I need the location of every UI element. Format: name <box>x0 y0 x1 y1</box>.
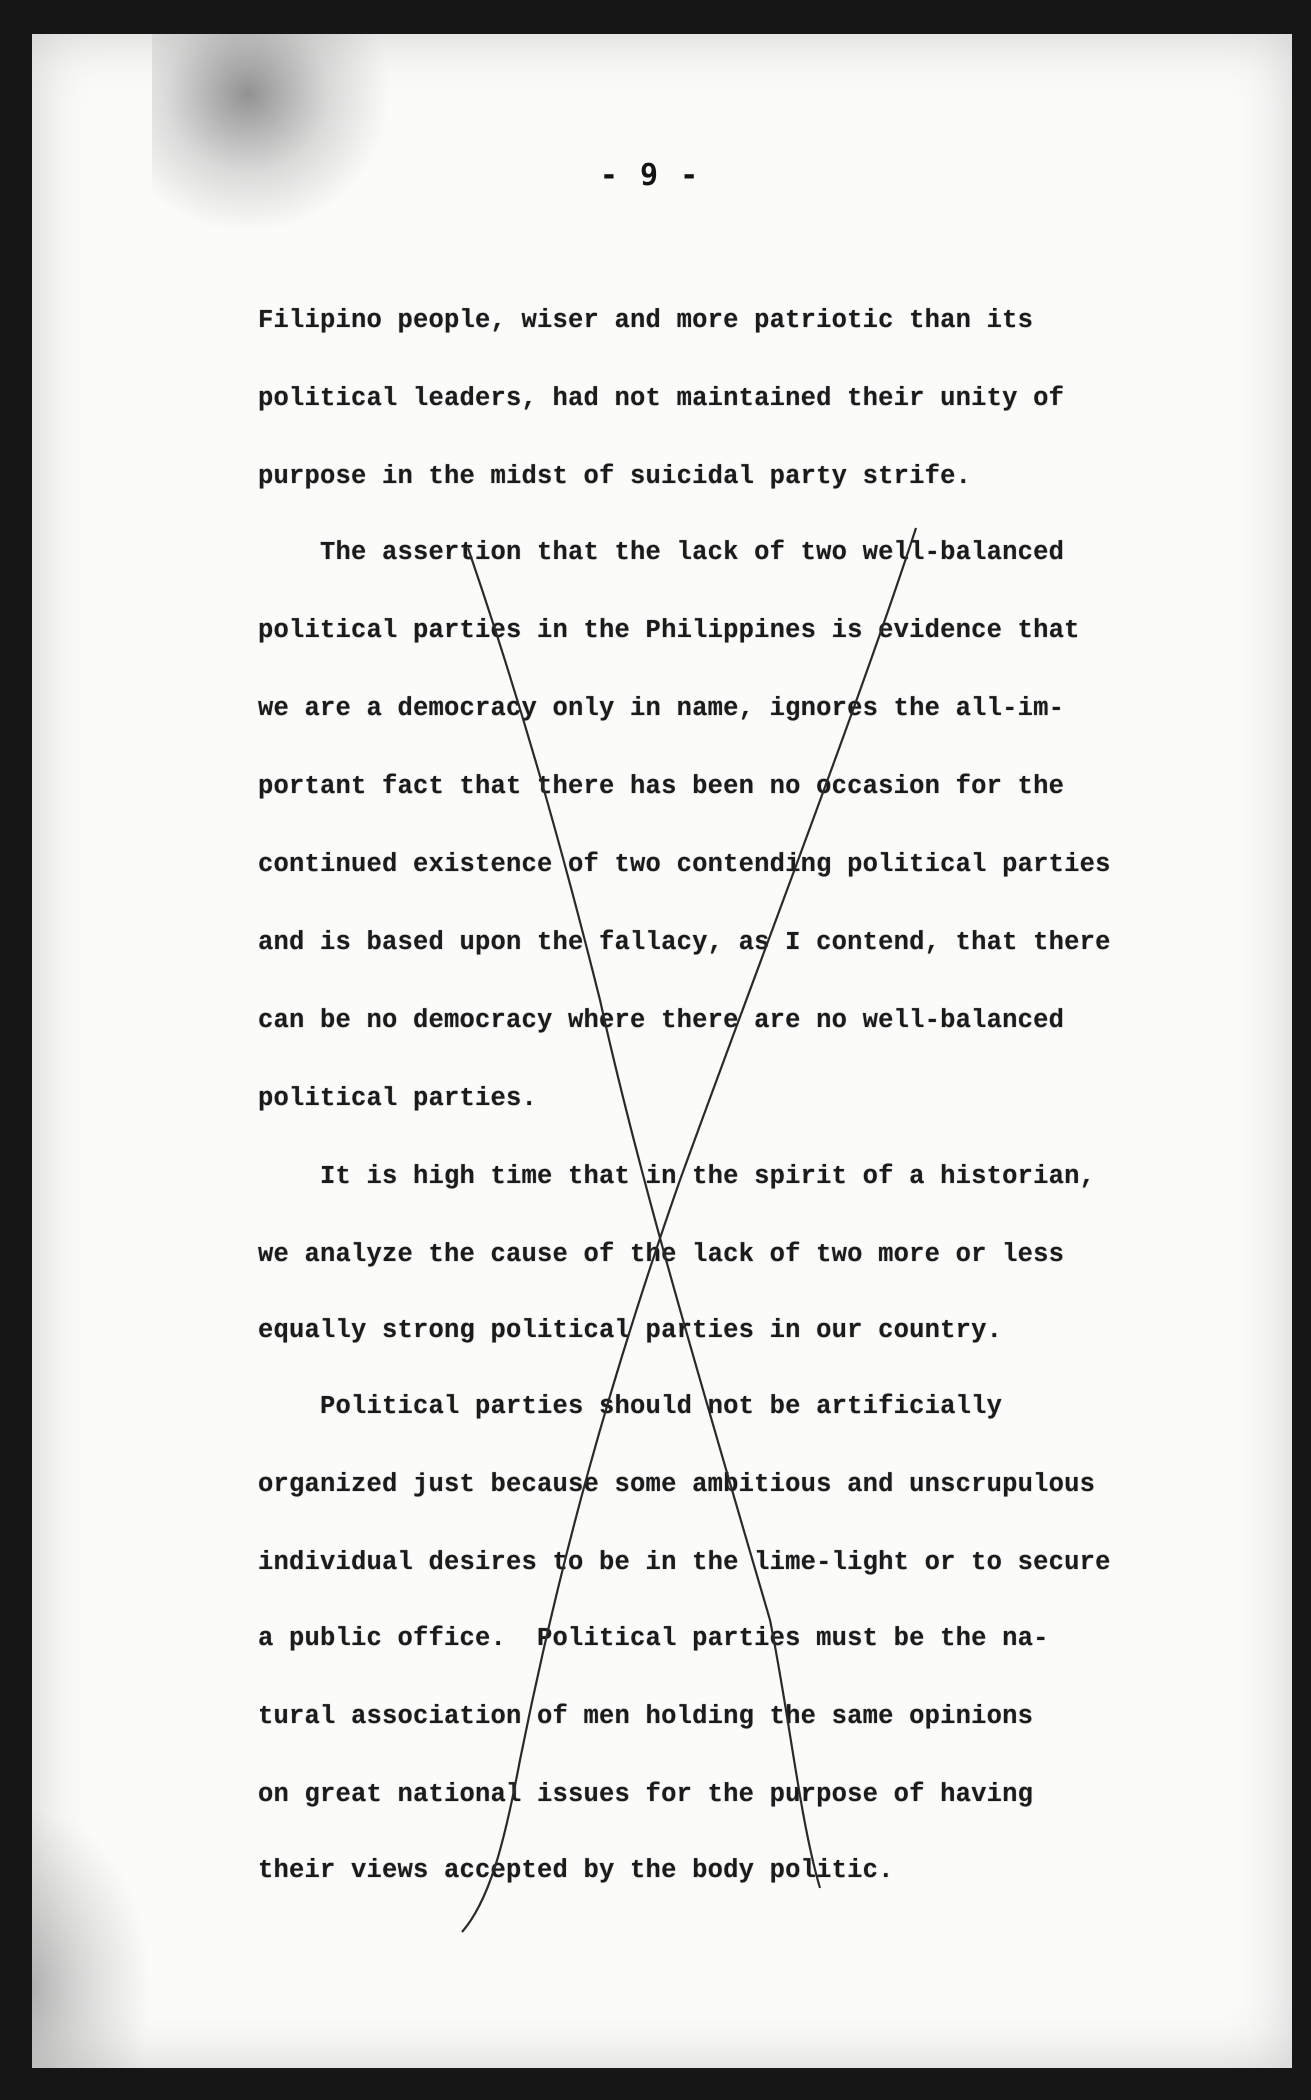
text-line-11: political parties. <box>258 1084 538 1113</box>
text-line-7: portant fact that there has been no occasion for the <box>258 772 1065 801</box>
text-line-18: a public office. Political parties must be the na- <box>258 1624 1049 1653</box>
text-line-12: It is high time that in the spirit of a historian, <box>258 1162 1096 1191</box>
text-line-2: political leaders, had not maintained their unity of <box>258 384 1065 413</box>
text-line-4: The assertion that the lack of two well-balanced <box>258 538 1065 567</box>
text-line-19: tural association of men holding the same opinions <box>258 1702 1034 1731</box>
text-line-14: equally strong political parties in our country. <box>258 1316 1003 1345</box>
text-line-20: on great national issues for the purpose of having <box>258 1780 1034 1809</box>
text-line-5: political parties in the Philippines is evidence that <box>258 616 1080 645</box>
text-line-8: continued existence of two contending political parties <box>258 850 1111 879</box>
text-line-9: and is based upon the fallacy, as I contend, that there <box>258 928 1111 957</box>
text-line-16: organized just because some ambitious and unscrupulous <box>258 1470 1096 1499</box>
text-line-10: can be no democracy where there are no well-balanced <box>258 1006 1065 1035</box>
text-line-17: individual desires to be in the lime-light or to secure <box>258 1548 1111 1577</box>
text-line-15: Political parties should not be artificially <box>258 1392 1003 1421</box>
paper-sheet <box>32 34 1292 2068</box>
text-line-6: we are a democracy only in name, ignores the all-im- <box>258 694 1065 723</box>
text-line-1: Filipino people, wiser and more patriotic than its <box>258 306 1034 335</box>
page-number: - 9 - <box>599 158 701 193</box>
text-line-3: purpose in the midst of suicidal party strife. <box>258 462 972 491</box>
text-line-13: we analyze the cause of the lack of two more or less <box>258 1240 1065 1269</box>
text-line-21: their views accepted by the body politic. <box>258 1856 894 1885</box>
